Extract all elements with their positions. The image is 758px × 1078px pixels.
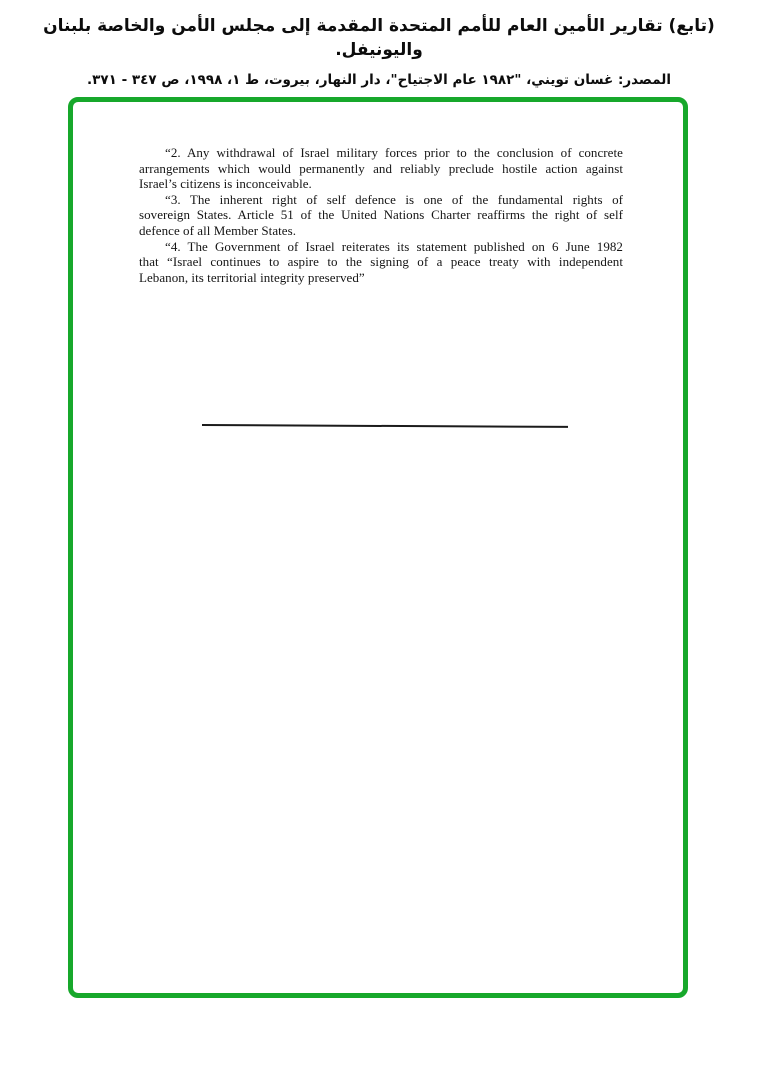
header-source-citation: المصدر: غسان تويني، "١٩٨٢ عام الاجتياح"، دار النهار، بيروت، ط ١، ١٩٩٨، ص ٣٤٧ - ٣٧١. (87, 72, 671, 88)
text-line: arrangements which would permanently and reliably preclude hostile action against (139, 160, 623, 176)
text-line: “3. The inherent right of self defence is one of the fundamental rights of (165, 191, 623, 207)
document-body (139, 145, 623, 285)
header-title: (تابع) تقارير الأمين العام للأمم المتحدة المقدمة إلى مجلس الأمن والخاصة بلبنان واليونيفل. (43, 16, 715, 60)
text-line: Israel’s citizens is inconceivable. (139, 176, 312, 192)
text-line: “4. The Government of Israel reiterates its statement published on 6 June 1982 (165, 238, 623, 254)
green-frame (68, 97, 688, 998)
text-line: Lebanon, its territorial integrity preserved” (139, 269, 365, 285)
text-line: sovereign States. Article 51 of the United Nations Charter reaffirms the right of self (139, 207, 623, 223)
text-line: defence of all Member States. (139, 222, 297, 238)
separator-line (202, 424, 568, 428)
arabic-header (0, 14, 758, 90)
text-line: “2. Any withdrawal of Israel military forces prior to the conclusion of concrete (165, 145, 623, 160)
text-line: that “Israel continues to aspire to the signing of a peace treaty with independent (139, 254, 623, 270)
